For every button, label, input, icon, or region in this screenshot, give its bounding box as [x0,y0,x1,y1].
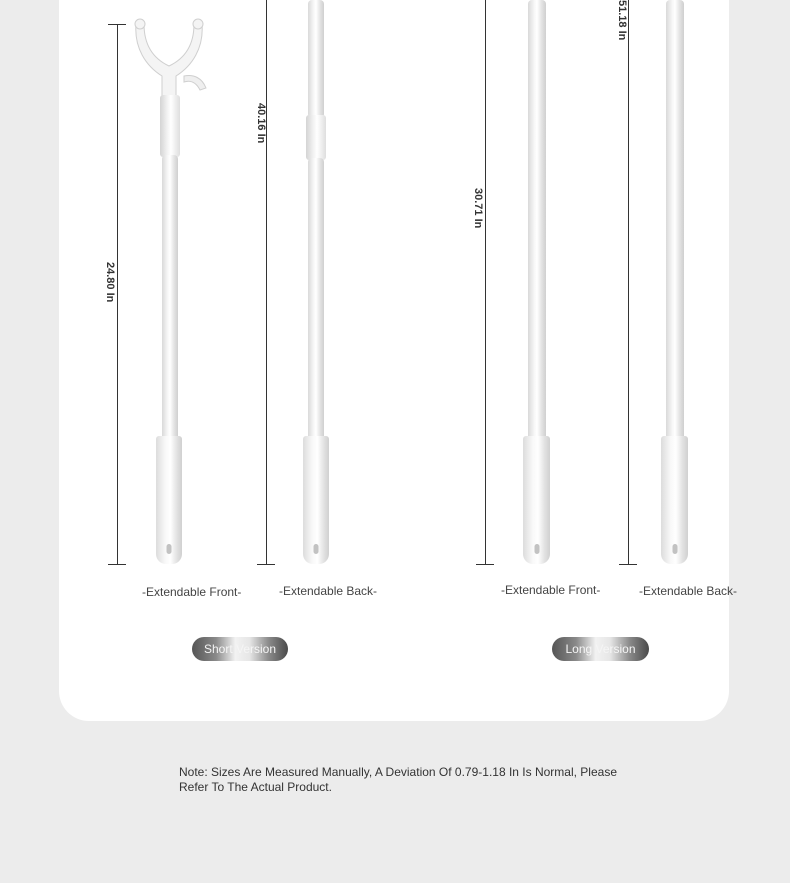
tube [308,158,324,440]
measurement-note: Note: Sizes Are Measured Manually, A Deviation Of 0.79-1.18 In Is Normal, Please Refer To The Actual Product. [179,765,617,794]
short-front-caption: -Extendable Front- [142,585,242,599]
short-version-badge: Short Version [192,637,288,661]
hang-hole [167,544,172,554]
dim-line [485,0,486,564]
dim-line [628,0,629,564]
dim-line [266,0,267,564]
dim-cap-bottom [619,564,637,565]
grip [303,436,329,564]
hang-hole [672,544,677,554]
collar [160,95,180,157]
long-back-length-label: 51.18 In [616,0,628,41]
long-version-badge: Long Version [552,637,649,661]
tube [308,0,324,118]
tube [666,0,684,440]
tube [162,155,178,440]
dim-cap-bottom [257,564,275,565]
dim-cap-bottom [476,564,494,565]
dim-line [117,24,118,564]
tube [528,0,546,440]
short-back-caption: -Extendable Back- [279,584,378,598]
dim-cap-bottom [108,564,126,565]
long-back-caption: -Extendable Back- [639,584,738,598]
short-front-length-label: 24.80 In [104,262,116,303]
short-back-length-label: 40.16 In [255,103,267,144]
long-front-length-label: 30.71 In [472,188,484,229]
grip [156,436,182,564]
grip [661,436,688,564]
grip [523,436,550,564]
hang-hole [534,544,539,554]
hang-hole [314,544,319,554]
collar [306,115,326,160]
long-front-caption: -Extendable Front- [501,583,601,597]
hook-icon [128,18,214,100]
